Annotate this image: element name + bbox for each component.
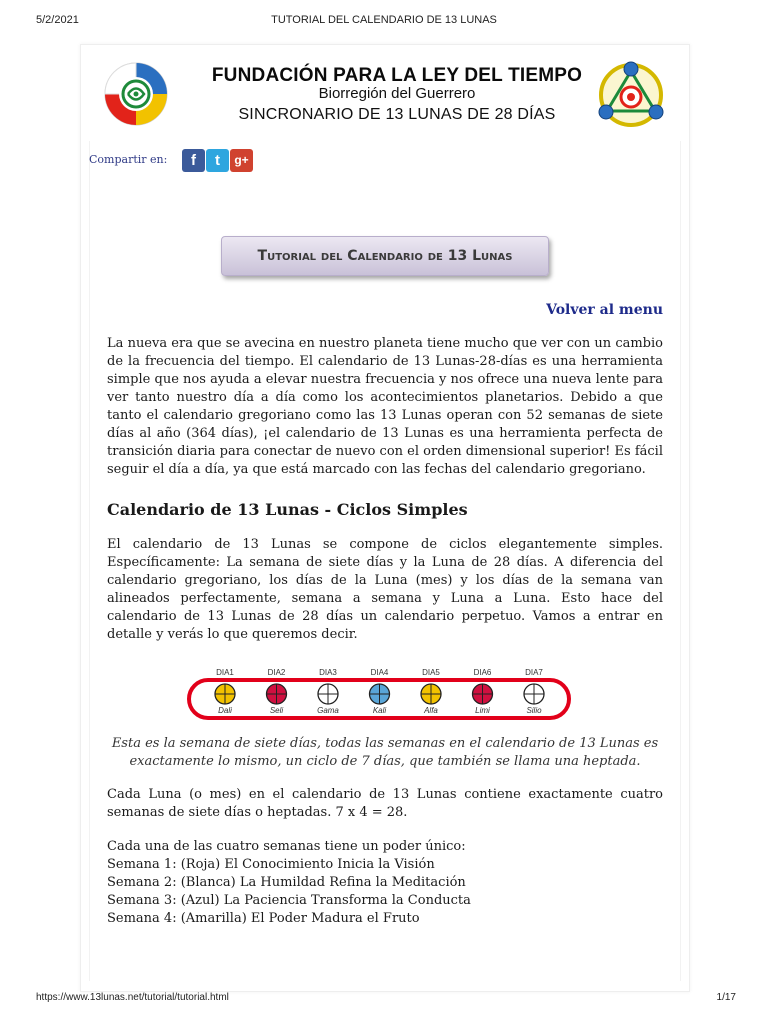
foundation-logo-icon — [103, 61, 169, 127]
day-number-label: DIA1 — [216, 668, 234, 677]
day-name-label: Gama — [317, 706, 339, 715]
back-to-menu-link[interactable]: Volver al menu — [546, 302, 663, 318]
day-name-label: Seli — [269, 706, 284, 715]
share-label: Compartir en: — [89, 153, 168, 166]
twitter-icon[interactable]: t — [206, 149, 229, 172]
section-heading: Calendario de 13 Lunas - Ciclos Simples — [107, 500, 468, 519]
moon-paragraph: Cada Luna (o mes) en el calendario de 13 Lunas contiene exactamente cuatro semanas de siete días o heptadas. 7 x 4 = 28. — [107, 787, 663, 820]
foundation-title: FUNDACIÓN PARA LA LEY DEL TIEMPO — [211, 65, 583, 86]
print-page-number: 1/17 — [716, 992, 736, 1003]
day-number-label: DIA5 — [422, 668, 440, 677]
week-1-line: Semana 1: (Roja) El Conocimiento Inicia la Visión — [107, 857, 435, 872]
google-plus-icon[interactable]: g+ — [230, 149, 253, 172]
day-name-label: Alfa — [424, 706, 438, 715]
day-name-label: Limi — [475, 706, 490, 715]
law-of-time-emblem-icon — [597, 59, 665, 129]
day-number-label: DIA2 — [267, 668, 286, 677]
day-number-label: DIA3 — [319, 668, 337, 677]
day-name-label: Kali — [372, 706, 387, 715]
print-url: https://www.13lunas.net/tutorial/tutorial.html — [36, 992, 229, 1003]
week-2-line: Semana 2: (Blanca) La Humildad Refina la Meditación — [107, 875, 466, 890]
print-date: 5/2/2021 — [36, 14, 79, 26]
day-name-label: Dali — [218, 706, 232, 715]
sincronario-title: SINCRONARIO DE 13 LUNAS DE 28 DÍAS — [238, 106, 556, 123]
week-4-line: Semana 4: (Amarilla) El Poder Madura el Fruto — [107, 911, 420, 926]
document-page — [80, 44, 690, 992]
intro-paragraph: La nueva era que se avecina en nuestro planeta tiene mucho que ver con un cambio de la frecuencia del tiempo. El calendario de 13 Lunas-28-días es una herramienta simple que nos ayuda a elevar nuestra frecuencia y nos ofrece una nueva lente para ver tanto nuestro día a día como los acontecimientos planetarios. Debido a que tanto el calendario gregoriano como las 13 Lunas operan con 52 semanas de siete días al año (364 días), ¡el calendario de 13 Lunas es una herramienta perfecta de transición diaria para conectar de nuevo con el orden dimensional superior! Es fácil seguir el día a día, ya que está marcado con las fechas del calendario gregoriano. — [107, 336, 663, 477]
day-number-label: DIA7 — [525, 668, 543, 677]
day-number-label: DIA6 — [473, 668, 492, 677]
print-title: TUTORIAL DEL CALENDARIO DE 13 LUNAS — [271, 14, 497, 26]
cycles-paragraph: El calendario de 13 Lunas se compone de ciclos elegantemente simples. Específicamente: La semana de siete días y la Luna de 28 días. A diferencia del calendario gregoriano, los días de la Luna (mes) y los días de la semana van alineados perfectamente, semana a semana y Luna a Luna. Esto hace del calendario de 13 Lunas de 28 días un calendario perpetuo. Vamos a entrar en detalle y verás lo que queremos decir. — [107, 537, 663, 642]
week-3-line: Semana 3: (Azul) La Paciencia Transforma la Conducta — [107, 893, 471, 908]
tutorial-title-button[interactable]: Tutorial del Calendario de 13 Lunas — [221, 236, 549, 276]
facebook-icon[interactable]: f — [182, 149, 205, 172]
day-number-label: DIA4 — [370, 668, 389, 677]
weeks-intro: Cada una de las cuatro semanas tiene un poder único: — [107, 839, 466, 854]
foundation-subtitle: Biorregión del Guerrero — [318, 85, 476, 102]
day-name-label: Silio — [526, 706, 542, 715]
seven-day-week-strip — [187, 666, 571, 722]
foundation-banner — [81, 45, 689, 137]
week-caption: Esta es la semana de siete días, todas las semanas en el calendario de 13 Lunas es exactamente lo mismo, un ciclo de 7 días, que también se llama una heptada. — [111, 736, 659, 769]
